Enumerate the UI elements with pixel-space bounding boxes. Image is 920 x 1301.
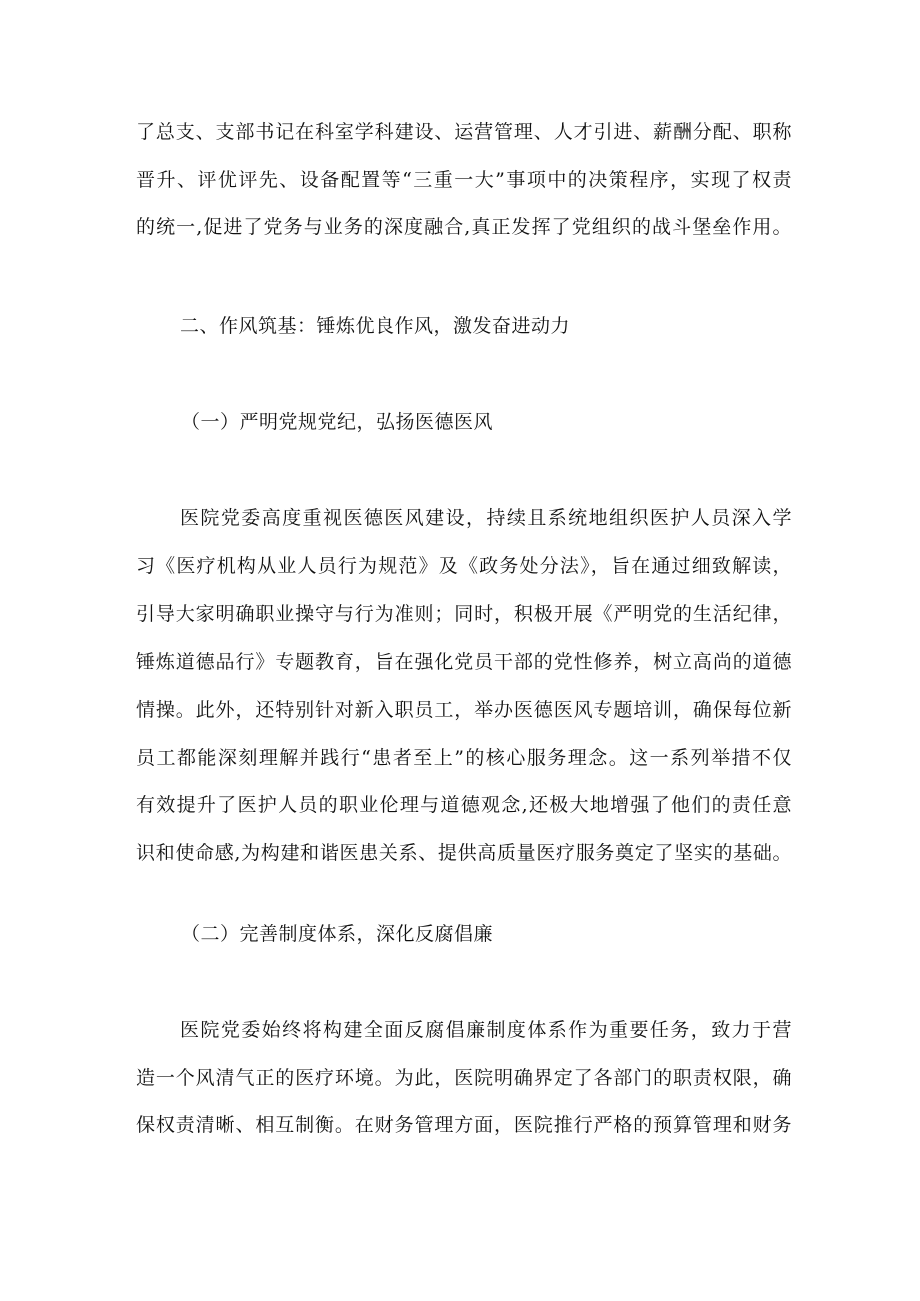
subsection-heading: （二）完善制度体系，深化反腐倡廉 bbox=[181, 923, 494, 945]
subsection-heading: （一）严明党规党纪，弘扬医德医风 bbox=[181, 411, 494, 433]
paragraph-line: 了总支、支部书记在科室学科建设、运营管理、人才引进、薪酬分配、职称 bbox=[136, 121, 792, 143]
paragraph-line: 锤炼道德品行》专题教育，旨在强化党员干部的党性修养，树立高尚的道德 bbox=[136, 651, 792, 673]
paragraph-line: 有效提升了医护人员的职业伦理与道德观念,还极大地增强了他们的责任意 bbox=[136, 794, 792, 816]
paragraph-line: 的统一,促进了党务与业务的深度融合,真正发挥了党组织的战斗堡垒作用。 bbox=[136, 216, 792, 238]
paragraph-line: 医院党委高度重视医德医风建设，持续且系统地组织医护人员深入学 bbox=[180, 507, 792, 529]
paragraph-line: 员工都能深刻理解并践行“患者至上”的核心服务理念。这一系列举措不仅 bbox=[136, 747, 792, 769]
paragraph-line: 情操。此外，还特别针对新入职员工，举办医德医风专题培训，确保每位新 bbox=[136, 699, 792, 721]
paragraph-line: 保权责清晰、相互制衡。在财务管理方面，医院推行严格的预算管理和财务 bbox=[136, 1114, 792, 1136]
paragraph-line: 医院党委始终将构建全面反腐倡廉制度体系作为重要任务，致力于营 bbox=[180, 1019, 792, 1041]
paragraph-line: 造一个风清气正的医疗环境。为此，医院明确界定了各部门的职责权限，确 bbox=[136, 1067, 792, 1089]
paragraph-line: 习《医疗机构从业人员行为规范》及《政务处分法》，旨在通过细致解读， bbox=[136, 555, 792, 577]
paragraph-line: 晋升、评优评先、设备配置等“三重一大”事项中的决策程序，实现了权责 bbox=[136, 169, 792, 191]
section-heading: 二、作风筑基：锤炼优良作风，激发奋进动力 bbox=[180, 315, 571, 337]
paragraph-line: 引导大家明确职业操守与行为准则；同时，积极开展《严明党的生活纪律， bbox=[136, 603, 792, 625]
paragraph-line: 识和使命感,为构建和谐医患关系、提供高质量医疗服务奠定了坚实的基础。 bbox=[136, 842, 792, 864]
